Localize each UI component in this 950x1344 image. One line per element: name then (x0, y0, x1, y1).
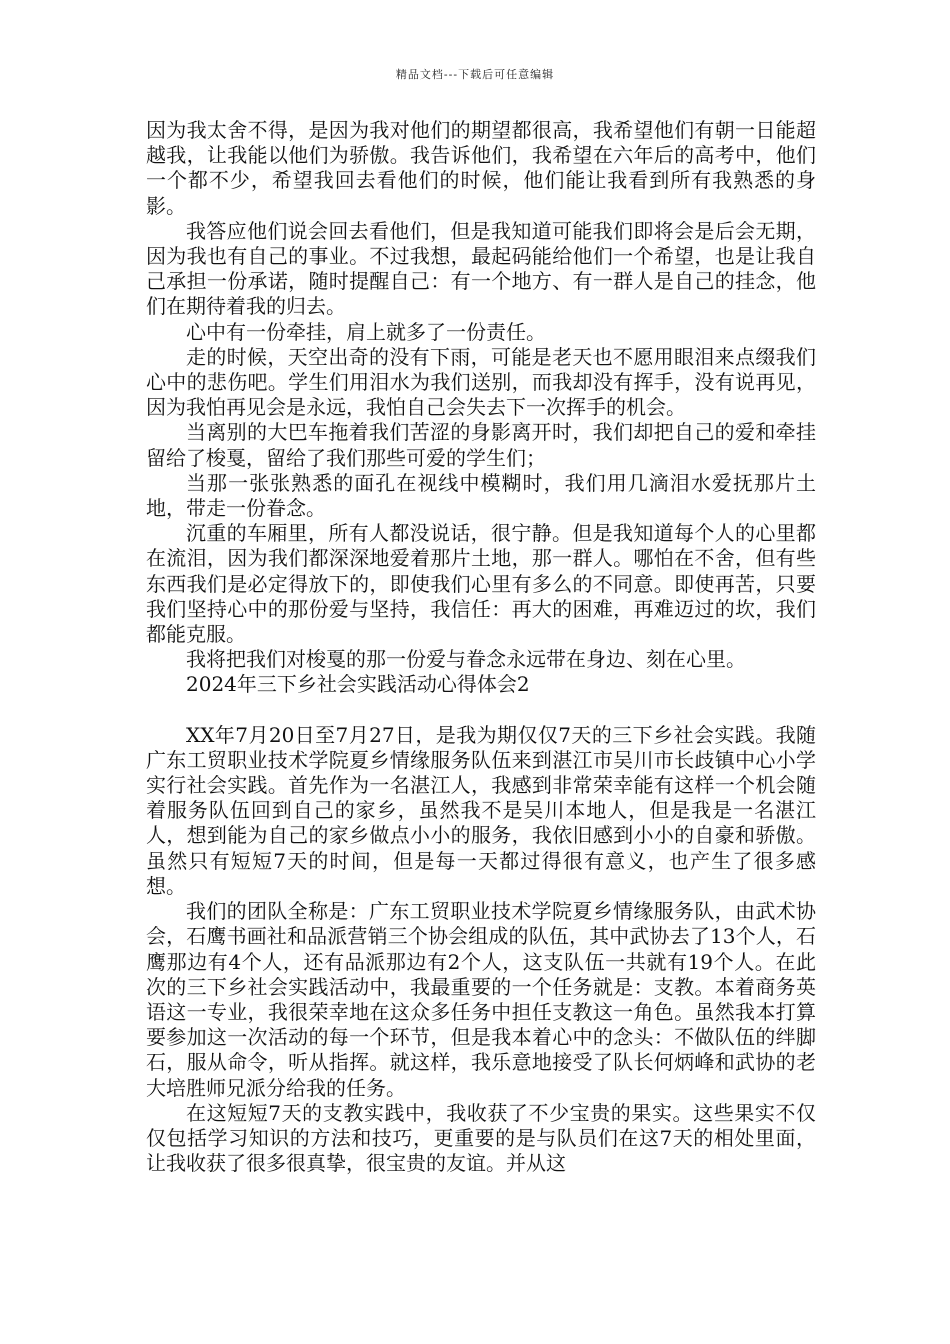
paragraph-3: 心中有一份牵挂，肩上就多了一份责任。 (186, 319, 546, 344)
paragraph-1: 因为我太舍不得，是因为我对他们的期望都很高，我希望他们有朝一日能超越我，让我能以他们为骄傲。我告诉他们，我希望在六年后的高考中，他们一个都不少，希望我回去看他们的时候，他们能让我看到所有我熟悉的身影。 (146, 118, 816, 218)
paragraph-7: 沉重的车厢里，所有人都没说话，很宁静。但是我知道每个人的心里都在流泪，因为我们都深深地爱着那片土地，那一群人。哪怕在不舍，但有些东西我们是必定得放下的，即使我们心里有多么的不同意。即使再苦，只要我们坚持心中的那份爱与坚持，我信任：再大的困难，再难迈过的坎，我们都能克服。 (146, 521, 816, 647)
paragraph-9: XX年7月20日至7月27日，是我为期仅仅7天的三下乡社会实践。我随广东工贸职业技术学院夏乡情缘服务队伍来到湛江市吴川市长歧镇中心小学实行社会实践。首先作为一名湛江人，我感到非常荣幸能有这样一个机会随着服务队伍回到自己的家乡，虽然我不是吴川本地人，但是我是一名湛江人，想到能为自己的家乡做点小小的服务，我依旧感到小小的自豪和骄傲。虽然只有短短7天的时间，但是每一天都过得很有意义，也产生了很多感想。 (146, 722, 816, 898)
document-body (146, 118, 816, 1176)
paragraph-5: 当离别的大巴车拖着我们苦涩的身影离开时，我们却把自己的爱和牵挂留给了梭戛，留给了我们那些可爱的学生们； (146, 420, 816, 470)
paragraph-6: 当那一张张熟悉的面孔在视线中模糊时，我们用几滴泪水爱抚那片土地，带走一份眷念。 (146, 470, 816, 521)
section-title: 2024年三下乡社会实践活动心得体会2 (186, 672, 530, 697)
paragraph-11: 在这短短7天的支教实践中，我收获了不少宝贵的果实。这些果实不仅仅包括学习知识的方法和技巧，更重要的是与队员们在这7天的相处里面，让我收获了很多很真挚，很宝贵的友谊。并从这 (146, 1100, 816, 1176)
paragraph-8: 我将把我们对梭戛的那一份爱与眷念永远带在身边、刻在心里。 (186, 647, 746, 672)
header-note: 精品文档---下载后可任意编辑 (395, 68, 555, 81)
paragraph-10: 我们的团队全称是：广东工贸职业技术学院夏乡情缘服务队，由武术协会，石鹰书画社和品派营销三个协会组成的队伍，其中武协去了13个人，石鹰那边有4个人，还有品派那边有2个人，这支队伍一共就有19个人。在此次的三下乡社会实践活动中，我最重要的一个任务就是：支教。本着商务英语这一专业，我很荣幸地在这众多任务中担任支教这一角色。虽然我本打算要参加这一次活动的每一个环节，但是我本着心中的念头：不做队伍的绊脚石，服从命令，听从指挥。就这样，我乐意地接受了队长何炳峰和武协的老大培胜师兄派分给我的任务。 (146, 899, 816, 1100)
paragraph-4: 走的时候，天空出奇的没有下雨，可能是老天也不愿用眼泪来点缀我们心中的悲伤吧。学生们用泪水为我们送别，而我却没有挥手，没有说再见，因为我怕再见会是永远，我怕自己会失去下一次挥手的机会。 (146, 344, 816, 420)
paragraph-2: 我答应他们说会回去看他们，但是我知道可能我们即将会是后会无期，因为我也有自己的事业。不过我想，最起码能给他们一个希望，也是让我自己承担一份承诺，随时提醒自己：有一个地方、有一群人是自己的挂念，他们在期待着我的归去。 (146, 218, 816, 319)
blank-line (146, 698, 816, 723)
